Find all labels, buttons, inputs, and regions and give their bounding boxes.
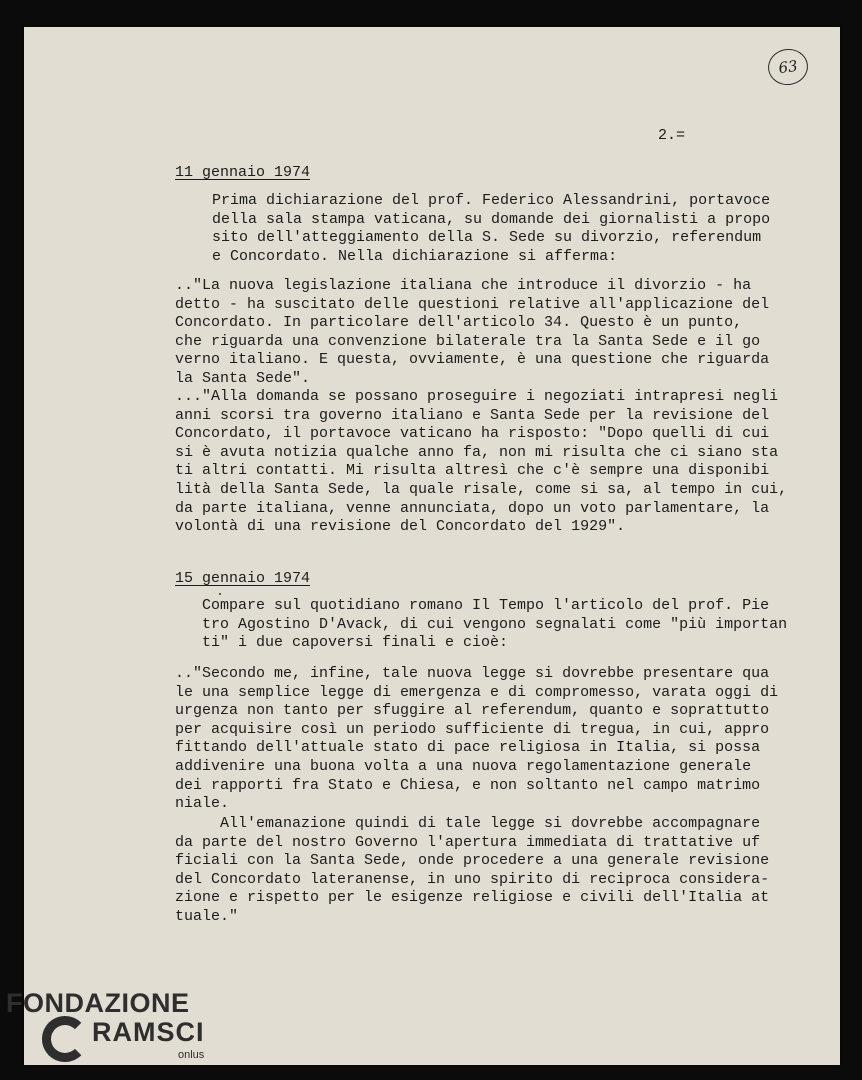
archive-stamp: 63 [766,46,811,87]
page-number: 2.= [658,127,686,144]
ink-speck [219,593,221,595]
section-2-quote-1: .."Secondo me, infine, tale nuova legge si dovrebbe presentare qua le una semplice legge di emergenza e di compromesso, varata oggi di urgenza non tanto per sfuggire al referendum, quanto e soprattutto per acquisire così un periodo sufficiente di tregua, in cui, appro fittando dell'attuale stato di pace religiosa in Italia, si possa addivenire una buona volta a una nuova regolamentazione generale dei rapporti fra Stato e Chiesa, e non soltanto nel campo matrimo niale. [175,665,779,813]
section-2-intro: Compare sul quotidiano romano Il Tempo l'articolo del prof. Pie tro Agostino D'Avack, di cui vengono segnalati come "più importan ti" i due capoversi finali e cioè: [202,597,788,652]
section-1-quote-1: .."La nuova legislazione italiana che introduce il divorzio - ha detto - ha suscitato delle questioni relative all'applicazione del Concordato. In particolare dell'articolo 34. Questo è un punto, che riguarda una convenzione bilaterale tra la Santa Sede e il go verno italiano. E questa, ovviamente, è una questione che riguarda la Santa Sede". [175,277,770,387]
section-1-quote-2: ..."Alla domanda se possano proseguire i negoziati intrapresi negli anni scorsi tra governo italiano e Santa Sede per la revisione del Concordato, il portavoce vaticano ha risposto: "Dopo quelli di cui si è avuta notizia qualche anno fa, non mi risulta che ci siano sta ti altri contatti. Mi risulta altresì che c'è sempre una disponibi lità della Santa Sede, la quale risale, come si sa, al tempo in cui, da parte italiana, venne annunciata, dopo un voto parlamentare, la volontà di una revisione del Concordato del 1929". [175,388,788,536]
watermark-suffix: onlus [178,1049,205,1061]
document-content [24,27,840,1065]
section-2-quote-2: All'emanazione quindi di tale legge si dovrebbe accompagnare da parte del nostro Governo l'apertura immediata di trattative uf ficiali con la Santa Sede, onde procedere a una generale revisione del Concordato lateranense, in uno spirito di reciproca considera- zione e rispetto per le esigenze religiose e civili dell'Italia at tuale." [175,815,770,925]
watermark-line-1: FONDAZIONE [6,988,190,1018]
section-1-intro: Prima dichiarazione del prof. Federico Alessandrini, portavoce della sala stampa vaticana, su domande dei giornalisti a propo sito dell'atteggiamento della S. Sede su divorzio, referendum e Concordato. Nella dichiarazione si afferma: [212,192,771,265]
watermark-line-2: RAMSCI [92,1017,205,1047]
section-2-date: 15 gennaio 1974 [175,570,311,587]
section-1-date: 11 gennaio 1974 [175,164,311,181]
